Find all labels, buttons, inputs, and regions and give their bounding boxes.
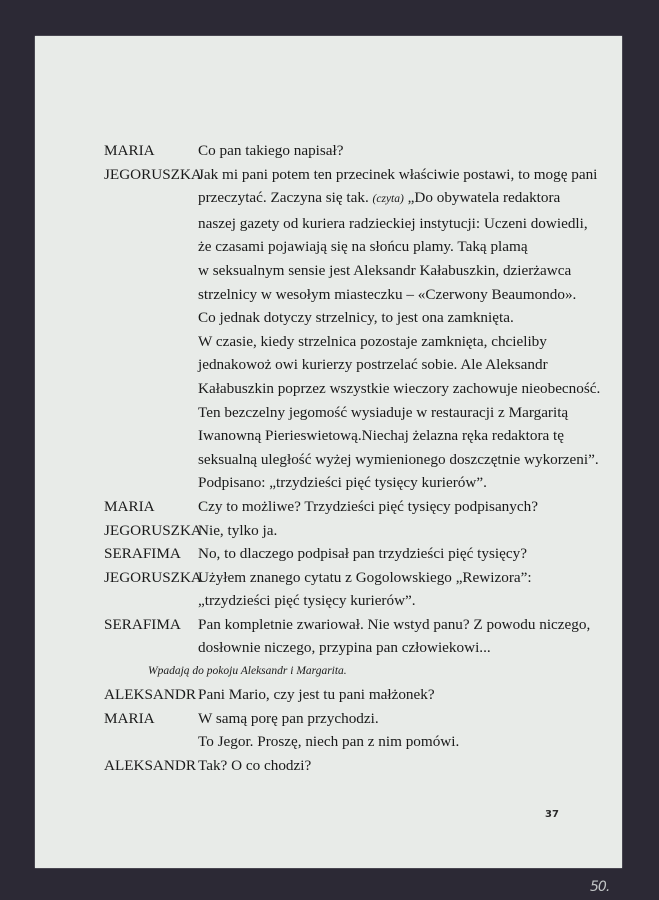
archive-handwritten-number: 50. bbox=[590, 879, 610, 895]
dialogue-text: „Do obywatela redaktora bbox=[407, 189, 561, 207]
speaker-name: MARIA bbox=[104, 709, 155, 727]
dialogue-line: „trzydzieści pięć tysięcy kurierów”. bbox=[198, 592, 416, 610]
inline-stage-direction: (czyta) bbox=[372, 193, 404, 206]
dialogue-line: Co jednak dotyczy strzelnicy, to jest ona zamknięta. bbox=[198, 309, 514, 327]
dialogue-entry bbox=[104, 683, 604, 707]
dialogue-line: naszej gazety od kuriera radzieckiej instytucji: Uczeni dowiedli, bbox=[198, 214, 588, 232]
document-page bbox=[35, 36, 622, 895]
dialogue-line: seksualną uległość wyżej wymienionego doszczętnie wykorzeni”. bbox=[198, 450, 599, 468]
dialogue-line: To Jegor. Proszę, niech pan z nim pomówi. bbox=[198, 733, 460, 751]
dialogue-entry bbox=[104, 519, 604, 543]
dialogue-line: że czasami pojawiają się na słońcu plamy. Taką plamą bbox=[198, 238, 528, 256]
speaker-name: ALEKSANDR bbox=[104, 686, 196, 704]
dialogue-line: Jak mi pani potem ten przecinek właściwie postawi, to mogę pani bbox=[198, 165, 598, 183]
dialogue-line: Tak? O co chodzi? bbox=[198, 756, 312, 774]
dialogue-line: dosłownie niczego, przypina pan człowiekowi... bbox=[198, 639, 491, 657]
speaker-name: MARIA bbox=[104, 142, 155, 159]
dialogue-line: Co pan takiego napisał? bbox=[198, 142, 344, 159]
dialogue-line bbox=[198, 186, 604, 212]
dialogue-line: Pani Mario, czy jest tu pani małżonek? bbox=[198, 686, 435, 704]
dialogue-line: Użyłem znanego cytatu z Gogolowskiego „Rewizora”: bbox=[198, 568, 532, 586]
speaker-name: SERAFIMA bbox=[104, 615, 181, 633]
dialogue-line: W samą porę pan przychodzi. bbox=[198, 709, 379, 727]
dialogue-entry bbox=[104, 566, 604, 613]
dialogue-line: jednakowoż owi kurierzy postrzelać sobie. Ale Aleksandr bbox=[198, 356, 548, 374]
dialogue-line: strzelnicy w wesołym miasteczku – «Czerwony Beaumondo». bbox=[198, 285, 577, 303]
dialogue-line: Kałabuszkin poprzez wszystkie wieczory zachowuje nieobecność. bbox=[198, 379, 601, 397]
dialogue-line: W czasie, kiedy strzelnica pozostaje zamknięta, chcieliby bbox=[198, 332, 547, 350]
speaker-name: JEGORUSZKA bbox=[104, 165, 202, 183]
dialogue-entry bbox=[104, 754, 604, 778]
dialogue-entry bbox=[104, 542, 604, 566]
dialogue-entry bbox=[104, 139, 604, 163]
dialogue-entry bbox=[104, 613, 604, 660]
speaker-name: JEGORUSZKA bbox=[104, 521, 202, 539]
dialogue-line: No, to dlaczego podpisał pan trzydzieści pięć tysięcy? bbox=[198, 545, 527, 563]
dialogue-line: w seksualnym sensie jest Aleksandr Kałabuszkin, dzierżawca bbox=[198, 261, 572, 279]
play-script bbox=[104, 139, 604, 777]
speaker-name: MARIA bbox=[104, 497, 155, 515]
dialogue-entry bbox=[104, 707, 604, 754]
dialogue-line: Pan kompletnie zwariował. Nie wstyd panu? Z powodu niczego, bbox=[198, 615, 591, 633]
dialogue-line: Nie, tylko ja. bbox=[198, 521, 278, 539]
dialogue-line: Podpisano: „trzydzieści pięć tysięcy kurierów”. bbox=[198, 474, 487, 492]
speaker-name: SERAFIMA bbox=[104, 545, 181, 563]
dialogue-entry bbox=[104, 495, 604, 519]
speaker-name: ALEKSANDR bbox=[104, 756, 196, 774]
page-number: 37 bbox=[545, 809, 559, 820]
dialogue-line: Ten bezczelny jegomość wysiaduje w restauracji z Margaritą bbox=[198, 403, 569, 421]
dialogue-text: przeczytać. Zaczyna się tak. bbox=[198, 189, 369, 207]
speaker-name: JEGORUSZKA bbox=[104, 568, 202, 586]
dialogue-entry bbox=[104, 163, 604, 495]
dialogue-line: Iwanowną Pierieswietową.Niechaj żelazna ręka redaktora tę bbox=[198, 427, 564, 445]
stage-direction: Wpadają do pokoju Aleksandr i Margarita. bbox=[148, 665, 347, 678]
dialogue-line: Czy to możliwe? Trzydzieści pięć tysięcy podpisanych? bbox=[198, 497, 538, 515]
